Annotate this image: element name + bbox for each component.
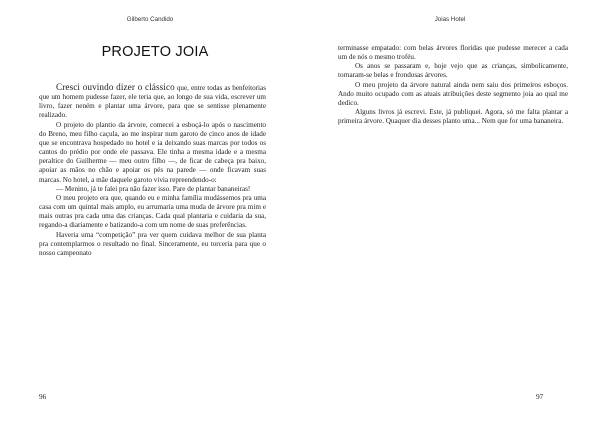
paragraph: O meu projeto era que, quando eu e minha família mudássemos pra uma casa com um quintal mais amplo, eu arrumaria uma muda de árvore pra mim e mais outras pra cada uma das crianças. Cada qual plantaria e cuidaria da sua, regando-a diariamente e batizando-a com um nome de suas preferências. — [39, 193, 266, 230]
paragraph-opening-rest: que, entre todas as benfeitorias que um homem pudesse fazer, ele teria que, ao longo de sua vida, escrever um livro, fazer neném e plantar uma árvore, para que se sentisse plenamente realizado. — [39, 84, 266, 120]
chapter-title: PROJETO JOIA — [101, 44, 209, 60]
paragraph: O meu projeto da árvore natural ainda nem saiu dos primeiros esboços. Ando muito ocupado com as atuais atribuições deste segmento joia ao qual me dedico. — [338, 80, 568, 107]
right-page-body — [338, 44, 568, 126]
running-head-book-title: Joias Hotel — [434, 16, 466, 23]
paragraph: O projeto do plantio da árvore, comecei a esboçá-lo após o nascimento do Breno, meu filho caçula, ao me inspirar num garoto de cinco anos de idade que se encontrava hospedado no hotel e ia deixando suas marcas por todos os cantos do prédio por onde ele passava. Ele tinha a mesma idade e a mesma peraltice do Guilherme — meu outro filho —, de ficar de cabeça pra baixo, apoiar as mãos no chão e apoiar os pés na parede — onde ficavam suas marcas. No hotel, a mãe daquele garoto vivia repreendendo-o: — [39, 120, 266, 184]
page-number-right: 97 — [536, 392, 544, 401]
lead-in-text: Cresci ouvindo dizer o clássico — [56, 82, 175, 92]
paragraph-continued: terminasse empatado: com belas árvores floridas que pudesse merecer a cada um de nós o mesmo troféu. — [338, 44, 568, 62]
paragraph-opening — [39, 83, 266, 121]
running-head-author: Gilberto Candido — [126, 16, 174, 23]
paragraph: Alguns livros já escrevi. Este, já publiquei. Agora, só me falta plantar a primeira árvore. Quaquer dia desses planto uma... Nem que for uma bananeira. — [338, 108, 568, 126]
left-page-body — [39, 83, 266, 258]
right-page — [300, 0, 600, 425]
paragraph: Os anos se passaram e, hoje vejo que as crianças, simbolicamente, tornaram-se belas e frondosas árvores. — [338, 62, 568, 80]
paragraph: Haveria uma “competição” pra ver quem cuidava melhor de sua planta pra contemplarmos o resultado no final. Sinceramente, eu torceria para que o nosso campeonato — [39, 230, 266, 257]
paragraph-dialogue: — Menino, já te falei pra não fazer isso. Pare de plantar bananeiras! — [56, 184, 251, 193]
page-number-left: 96 — [39, 392, 47, 401]
